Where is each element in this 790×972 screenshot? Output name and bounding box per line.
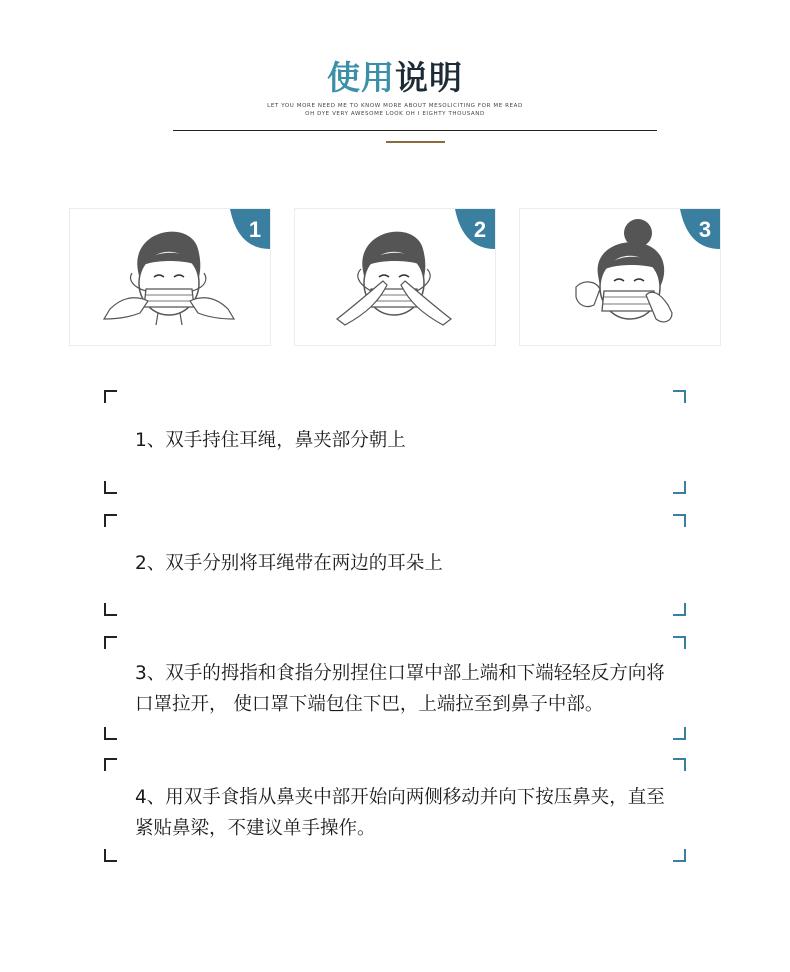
page-title xyxy=(0,52,790,99)
corner-bracket-bottom-right xyxy=(673,481,686,494)
corner-bracket-top-right xyxy=(673,390,686,403)
step-badge-3 xyxy=(680,209,720,249)
step-block-1 xyxy=(104,390,686,494)
corner-bracket-bottom-left xyxy=(104,849,117,862)
gold-accent-rule xyxy=(386,141,445,143)
step-block-2 xyxy=(104,514,686,616)
corner-bracket-bottom-right xyxy=(673,603,686,616)
step-block-3 xyxy=(104,636,686,740)
illustration-panel-1 xyxy=(69,208,271,346)
svg-text:2: 2 xyxy=(473,217,487,242)
corner-bracket-top-left xyxy=(104,390,117,403)
corner-bracket-top-left xyxy=(104,636,117,649)
step-text: 3、双手的拇指和食指分别捏住口罩中部上端和下端轻轻反方向将口罩拉开， 使口罩下端包住下巴，上端拉至到鼻子中部。 xyxy=(135,663,665,715)
header-divider xyxy=(173,130,657,131)
subtitle-line-1: LET YOU MORE NEED ME TO KNOW MORE ABOUT MESOLICITING FOR ME READ xyxy=(267,103,523,109)
corner-bracket-top-left xyxy=(104,758,117,771)
title-part-1: 使用 xyxy=(327,58,395,97)
svg-text:3: 3 xyxy=(698,217,712,242)
corner-bracket-bottom-left xyxy=(104,481,117,494)
step-text: 2、双手分别将耳绳带在两边的耳朵上 xyxy=(135,553,443,574)
step-text: 4、用双手食指从鼻夹中部开始向两侧移动并向下按压鼻夹，直至紧贴鼻梁，不建议单手操作。 xyxy=(135,787,665,839)
step-text: 1、双手持住耳绳，鼻夹部分朝上 xyxy=(135,430,406,451)
corner-bracket-bottom-left xyxy=(104,603,117,616)
subtitle-line-2: OH DYE VERY AWESOME LOOK OH I EIGHTY THOUSAND xyxy=(305,111,485,117)
title-part-2: 说明 xyxy=(395,58,463,97)
illustration-panel-2 xyxy=(294,208,496,346)
corner-bracket-top-left xyxy=(104,514,117,527)
corner-bracket-top-right xyxy=(673,758,686,771)
step-badge-1 xyxy=(230,209,270,249)
corner-bracket-bottom-right xyxy=(673,727,686,740)
svg-text:1: 1 xyxy=(248,217,262,242)
step-badge-2 xyxy=(455,209,495,249)
illustration-panel-3 xyxy=(519,208,721,346)
corner-bracket-top-right xyxy=(673,636,686,649)
corner-bracket-top-right xyxy=(673,514,686,527)
step-block-4 xyxy=(104,758,686,862)
corner-bracket-bottom-left xyxy=(104,727,117,740)
corner-bracket-bottom-right xyxy=(673,849,686,862)
